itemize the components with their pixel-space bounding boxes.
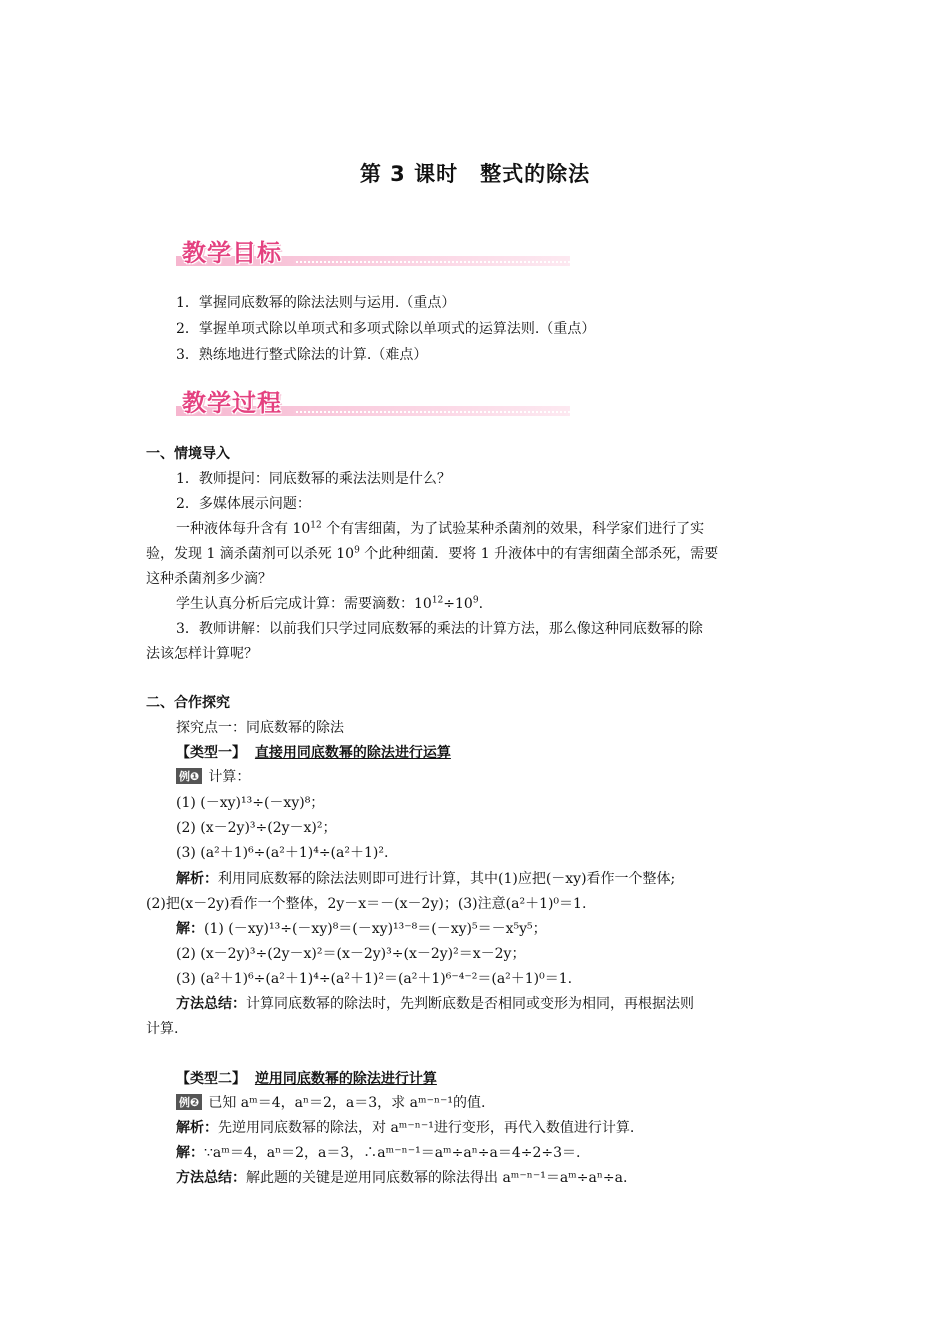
- analysis-line: (2)把(x－2y)看作一个整体，2y－x＝－(x－2y)；(3)注意(a²＋1)⁰＝1.: [146, 896, 587, 912]
- formula-line: (1) (－xy)¹³÷(－xy)⁸；: [176, 795, 325, 811]
- solution-line: (3) (a²＋1)⁶÷(a²＋1)⁴÷(a²＋1)²＝(a²＋1)⁶⁻⁴⁻²＝(a²＋1)⁰＝1.: [176, 971, 573, 987]
- analysis-line: 解析：先逆用同底数幂的除法，对 aᵐ⁻ⁿ⁻¹进行变形，再代入数值进行计算.: [176, 1120, 635, 1136]
- summary-line: 计算.: [146, 1021, 179, 1037]
- paragraph: 验，发现 1 滴杀菌剂可以杀死 $10^9$ 个此种细菌．要将 1 升液体中的有害细菌全部杀死，需要: [146, 545, 719, 562]
- section-heading: 二、合作探究: [146, 695, 230, 711]
- goals-banner-label: 教学目标: [182, 239, 282, 267]
- paragraph: 一种液体每升含有 $10^{12}$ 个有害细菌，为了试验某种杀菌剂的效果，科学家们进行了实: [176, 520, 705, 537]
- goals-banner: [176, 236, 570, 270]
- formula-line: (2) (x－2y)³÷(2y－x)²；: [176, 820, 337, 836]
- paragraph: 这种杀菌剂多少滴？: [146, 571, 272, 587]
- example-line: 例❶ 计算：: [176, 766, 250, 786]
- type-heading: 【类型一】 直接用同底数幂的除法进行运算: [176, 745, 451, 761]
- paragraph: 3．教师讲解：以前我们只学过同底数幂的乘法的计算方法，那么像这种同底数幂的除: [176, 621, 703, 637]
- solution-line: (2) (x－2y)³÷(2y－x)²＝(x－2y)³÷(x－2y)²＝x－2y；: [176, 946, 526, 962]
- paragraph: 法该怎样计算呢？: [146, 646, 258, 662]
- example-line: 例❷ 已知 aᵐ＝4，aⁿ＝2，a＝3，求 aᵐ⁻ⁿ⁻¹的值.: [176, 1092, 485, 1112]
- goal-item: 1．掌握同底数幂的除法法则与运用.（重点）: [176, 295, 456, 311]
- analysis-line: 解析：利用同底数幂的除法法则即可进行计算，其中(1)应把(－xy)看作一个整体;: [176, 871, 676, 887]
- paragraph: 探究点一：同底数幂的除法: [176, 720, 344, 736]
- summary-line: 方法总结：解此题的关键是逆用同底数幂的除法得出 aᵐ⁻ⁿ⁻¹＝aᵐ÷aⁿ÷a.: [176, 1170, 628, 1186]
- type-heading: 【类型二】 逆用同底数幂的除法进行计算: [176, 1071, 437, 1087]
- paragraph: 2．多媒体展示问题：: [176, 496, 311, 512]
- paragraph: 1．教师提问：同底数幂的乘法法则是什么？: [176, 471, 451, 487]
- summary-line: 方法总结：计算同底数幂的除法时，先判断底数是否相同或变形为相同，再根据法则: [176, 996, 694, 1012]
- process-banner: [176, 386, 570, 420]
- formula-line: (3) (a²＋1)⁶÷(a²＋1)⁴÷(a²＋1)².: [176, 845, 389, 861]
- goal-item: 2．掌握单项式除以单项式和多项式除以单项式的运算法则.（重点）: [176, 321, 596, 337]
- page-title: 第 3 课时 整式的除法: [359, 162, 591, 186]
- goal-item: 3．熟练地进行整式除法的计算.（难点）: [176, 347, 428, 363]
- solution-line: 解：∵aᵐ＝4，aⁿ＝2，a＝3，∴aᵐ⁻ⁿ⁻¹＝aᵐ÷aⁿ÷a＝4÷2÷3＝.: [176, 1145, 581, 1161]
- section-heading: 一、情境导入: [146, 446, 230, 462]
- paragraph: 学生认真分析后完成计算：需要滴数：$10^{12}\div 10^9$.: [176, 595, 484, 612]
- example-badge: 例❶: [176, 768, 202, 784]
- example-badge: 例❷: [176, 1094, 202, 1110]
- process-banner-label: 教学过程: [182, 389, 282, 417]
- solution-line: 解：(1) (－xy)¹³÷(－xy)⁸＝(－xy)¹³⁻⁸＝(－xy)⁵＝－x⁵y⁵；: [176, 921, 547, 937]
